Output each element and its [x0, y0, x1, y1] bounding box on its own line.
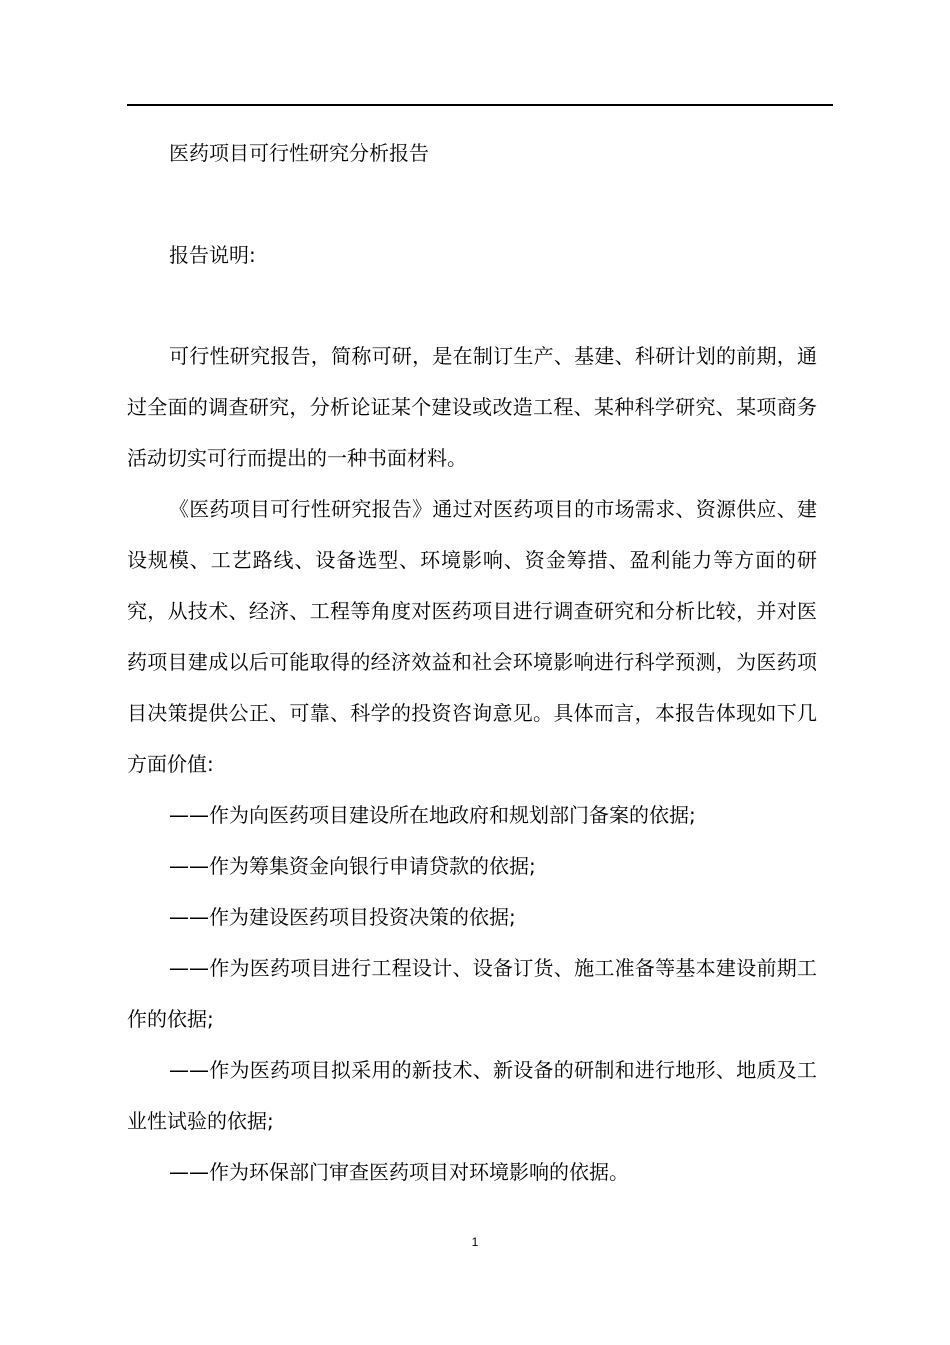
list-item: ——作为建设医药项目投资决策的依据;: [169, 905, 516, 929]
list-item: ——作为筹集资金向银行申请贷款的依据;: [169, 854, 536, 878]
page-number: 1: [471, 1235, 479, 1249]
document-title: 医药项目可行性研究分析报告: [169, 141, 429, 165]
section-label: 报告说明:: [169, 243, 256, 267]
list-item: ——作为向医药项目建设所在地政府和规划部门备案的依据;: [169, 803, 696, 827]
document-body: [127, 128, 817, 1198]
list-item: ——作为医药项目进行工程设计、设备订货、施工准备等基本建设前期工作的依据;: [127, 956, 817, 1031]
list-item: ——作为环保部门审查医药项目对环境影响的依据。: [169, 1160, 629, 1184]
intro-paragraph: 可行性研究报告，简称可研，是在制订生产、基建、科研计划的前期，通过全面的调查研究，分析论证某个建设或改造工程、某种科学研究、某项商务活动切实可行而提出的一种书面材料。: [127, 344, 817, 470]
report-purpose-paragraph: 《医药项目可行性研究报告》通过对医药项目的市场需求、资源供应、建设规模、工艺路线、设备选型、环境影响、资金筹措、盈利能力等方面的研究，从技术、经济、工程等角度对医药项目进行调查研究和分析比较，并对医药项目建成以后可能取得的经济效益和社会环境影响进行科学预测，为医药项目决策提供公正、可靠、科学的投资咨询意见。具体而言，本报告体现如下几方面价值:: [127, 497, 817, 776]
list-item: ——作为医药项目拟采用的新技术、新设备的研制和进行地形、地质及工业性试验的依据;: [127, 1058, 817, 1133]
header-rule: [127, 104, 833, 106]
